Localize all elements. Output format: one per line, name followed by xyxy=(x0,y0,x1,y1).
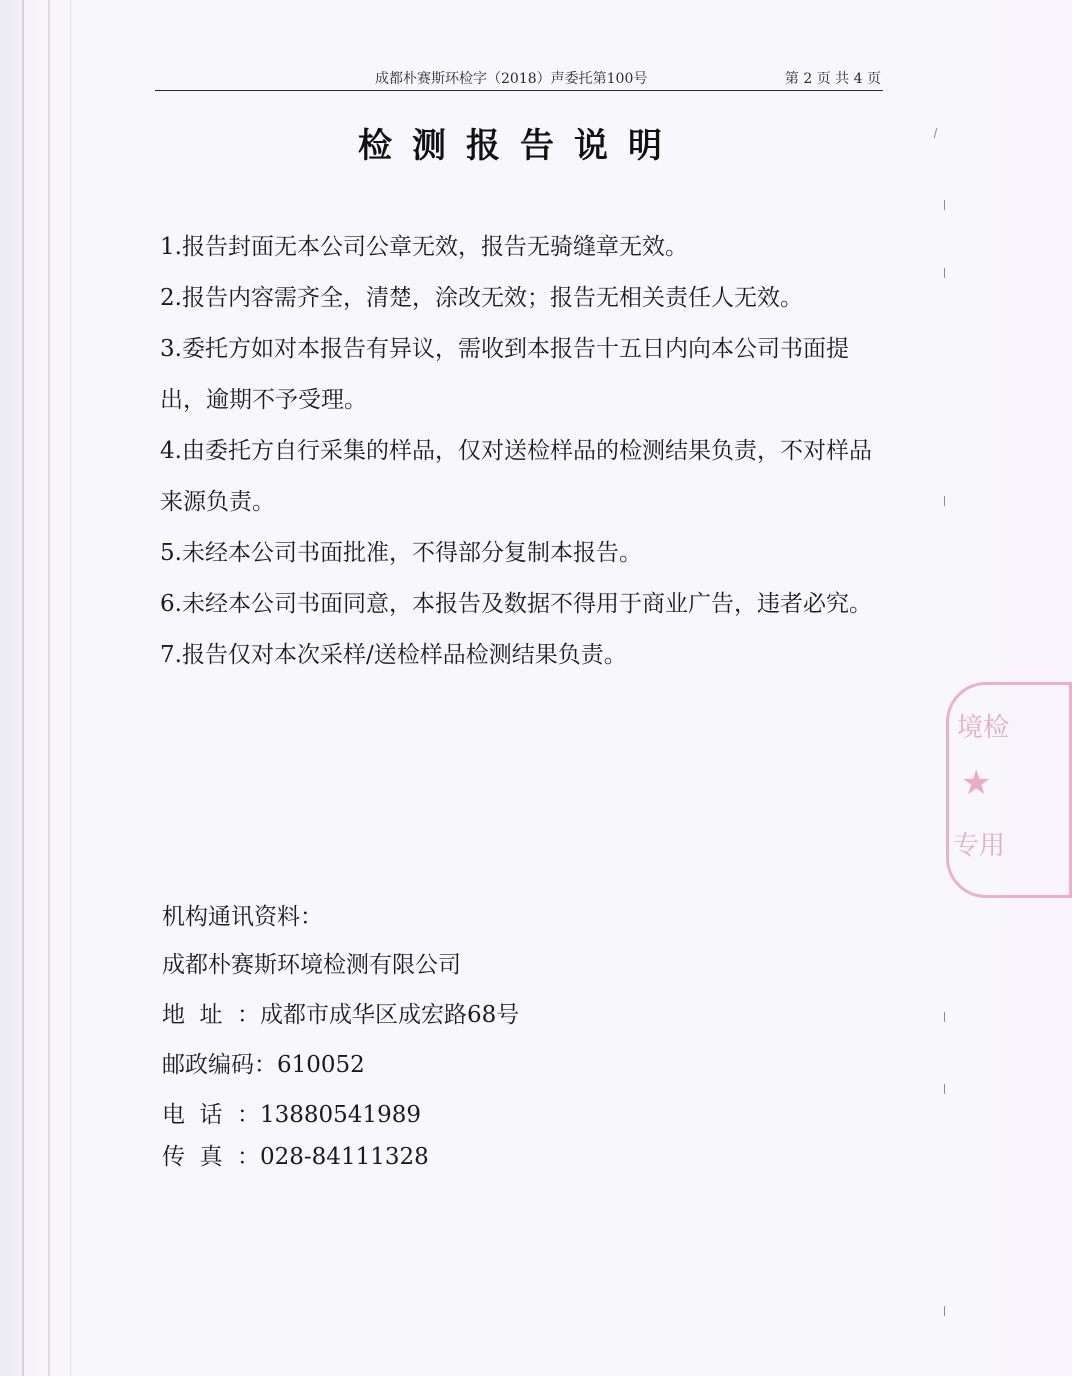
binding-line xyxy=(48,0,50,1376)
fax-value: 028-84111328 xyxy=(260,1144,429,1170)
postcode-label: 邮政编码： xyxy=(162,1052,277,1078)
notes-list xyxy=(160,222,890,681)
note-item: 6.未经本公司书面同意，本报告及数据不得用于商业广告，违者必究。 xyxy=(160,591,872,617)
address-label: 地址： xyxy=(162,1002,260,1028)
note-item: 3.委托方如对本报告有异议，需收到本报告十五日内向本公司书面提出，逾期不予受理。 xyxy=(160,336,849,413)
address-value: 成都市成华区成宏路68号 xyxy=(260,1002,520,1028)
stamp-text-top: 境检 xyxy=(957,713,1010,743)
scan-mark xyxy=(944,200,945,210)
stamp-text-bottom: 专用 xyxy=(953,831,1006,861)
note-item: 5.未经本公司书面批准，不得部分复制本报告。 xyxy=(160,540,642,566)
fax-label: 传真： xyxy=(162,1144,260,1170)
scan-mark xyxy=(944,496,945,506)
phone-row xyxy=(162,1096,421,1129)
scan-mark xyxy=(944,1012,945,1022)
binding-line xyxy=(70,0,71,1376)
page-header xyxy=(155,64,883,91)
company-name: 成都朴赛斯环境检测有限公司 xyxy=(162,952,461,978)
binding-line xyxy=(22,0,24,1376)
fax-row xyxy=(162,1138,429,1171)
page-number: 第 2 页 共 4 页 xyxy=(784,71,881,87)
postcode-value: 610052 xyxy=(277,1052,365,1078)
note-item: 2.报告内容需齐全，清楚，涂改无效；报告无相关责任人无效。 xyxy=(160,285,803,311)
scan-mark xyxy=(944,1084,945,1094)
page-title: 检测报告说明 xyxy=(358,126,682,166)
star-icon: ★ xyxy=(961,763,992,803)
scan-mark xyxy=(944,1306,945,1316)
postcode-row xyxy=(162,1046,365,1079)
address-row xyxy=(162,996,519,1029)
note-item: 7.报告仅对本次采样/送检样品检测结果负责。 xyxy=(160,642,627,668)
report-reference: 成都朴赛斯环检字（2018）声委托第100号 xyxy=(375,71,648,87)
note-item: 4.由委托方自行采集的样品，仅对送检样品的检测结果负责，不对样品来源负责。 xyxy=(160,438,872,515)
phone-label: 电话： xyxy=(162,1102,260,1128)
contact-heading: 机构通讯资料： xyxy=(162,904,323,930)
scan-mark xyxy=(944,268,945,278)
phone-value: 13880541989 xyxy=(260,1102,421,1128)
seal-stamp xyxy=(946,682,1072,898)
note-item: 1.报告封面无本公司公章无效，报告无骑缝章无效。 xyxy=(160,234,688,260)
